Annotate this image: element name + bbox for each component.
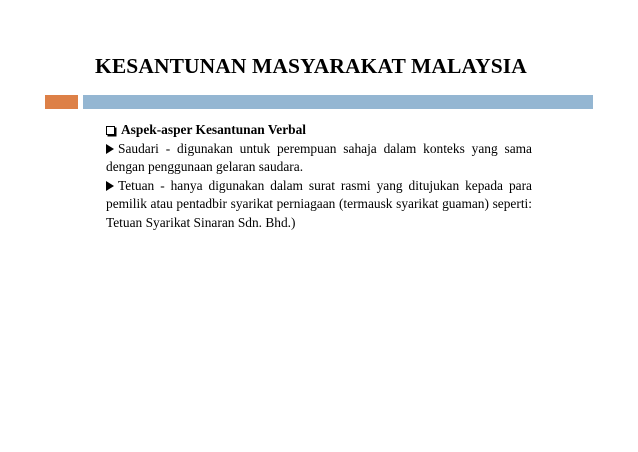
slide-content [106,121,532,232]
arrow-bullet-icon [106,181,114,191]
bullet-point-text: Saudari - digunakan untuk perempuan sahaja dalam konteks yang sama dengan penggunaan gelaran saudara. [106,140,532,174]
section-heading [106,121,532,140]
title-accent-bar-left [45,95,78,109]
section-heading-text: Aspek-asper Kesantunan Verbal [121,122,307,137]
bullet-point-saudari [106,140,532,177]
bullet-point-text: Tetuan - hanya digunakan dalam surat rasmi yang ditujukan kepada para pemilik atau pentadbir syarikat perniagaan (termausk syarikat guaman) seperti: Tetuan Syarikat Sinaran Sdn. Bhd.) [106,177,532,230]
arrow-bullet-icon [106,144,114,154]
title-accent-bar-right [83,95,593,109]
bullet-point-tetuan [106,177,532,233]
square-bullet-icon [106,126,115,135]
slide-title: KESANTUNAN MASYARAKAT MALAYSIA [95,54,527,78]
